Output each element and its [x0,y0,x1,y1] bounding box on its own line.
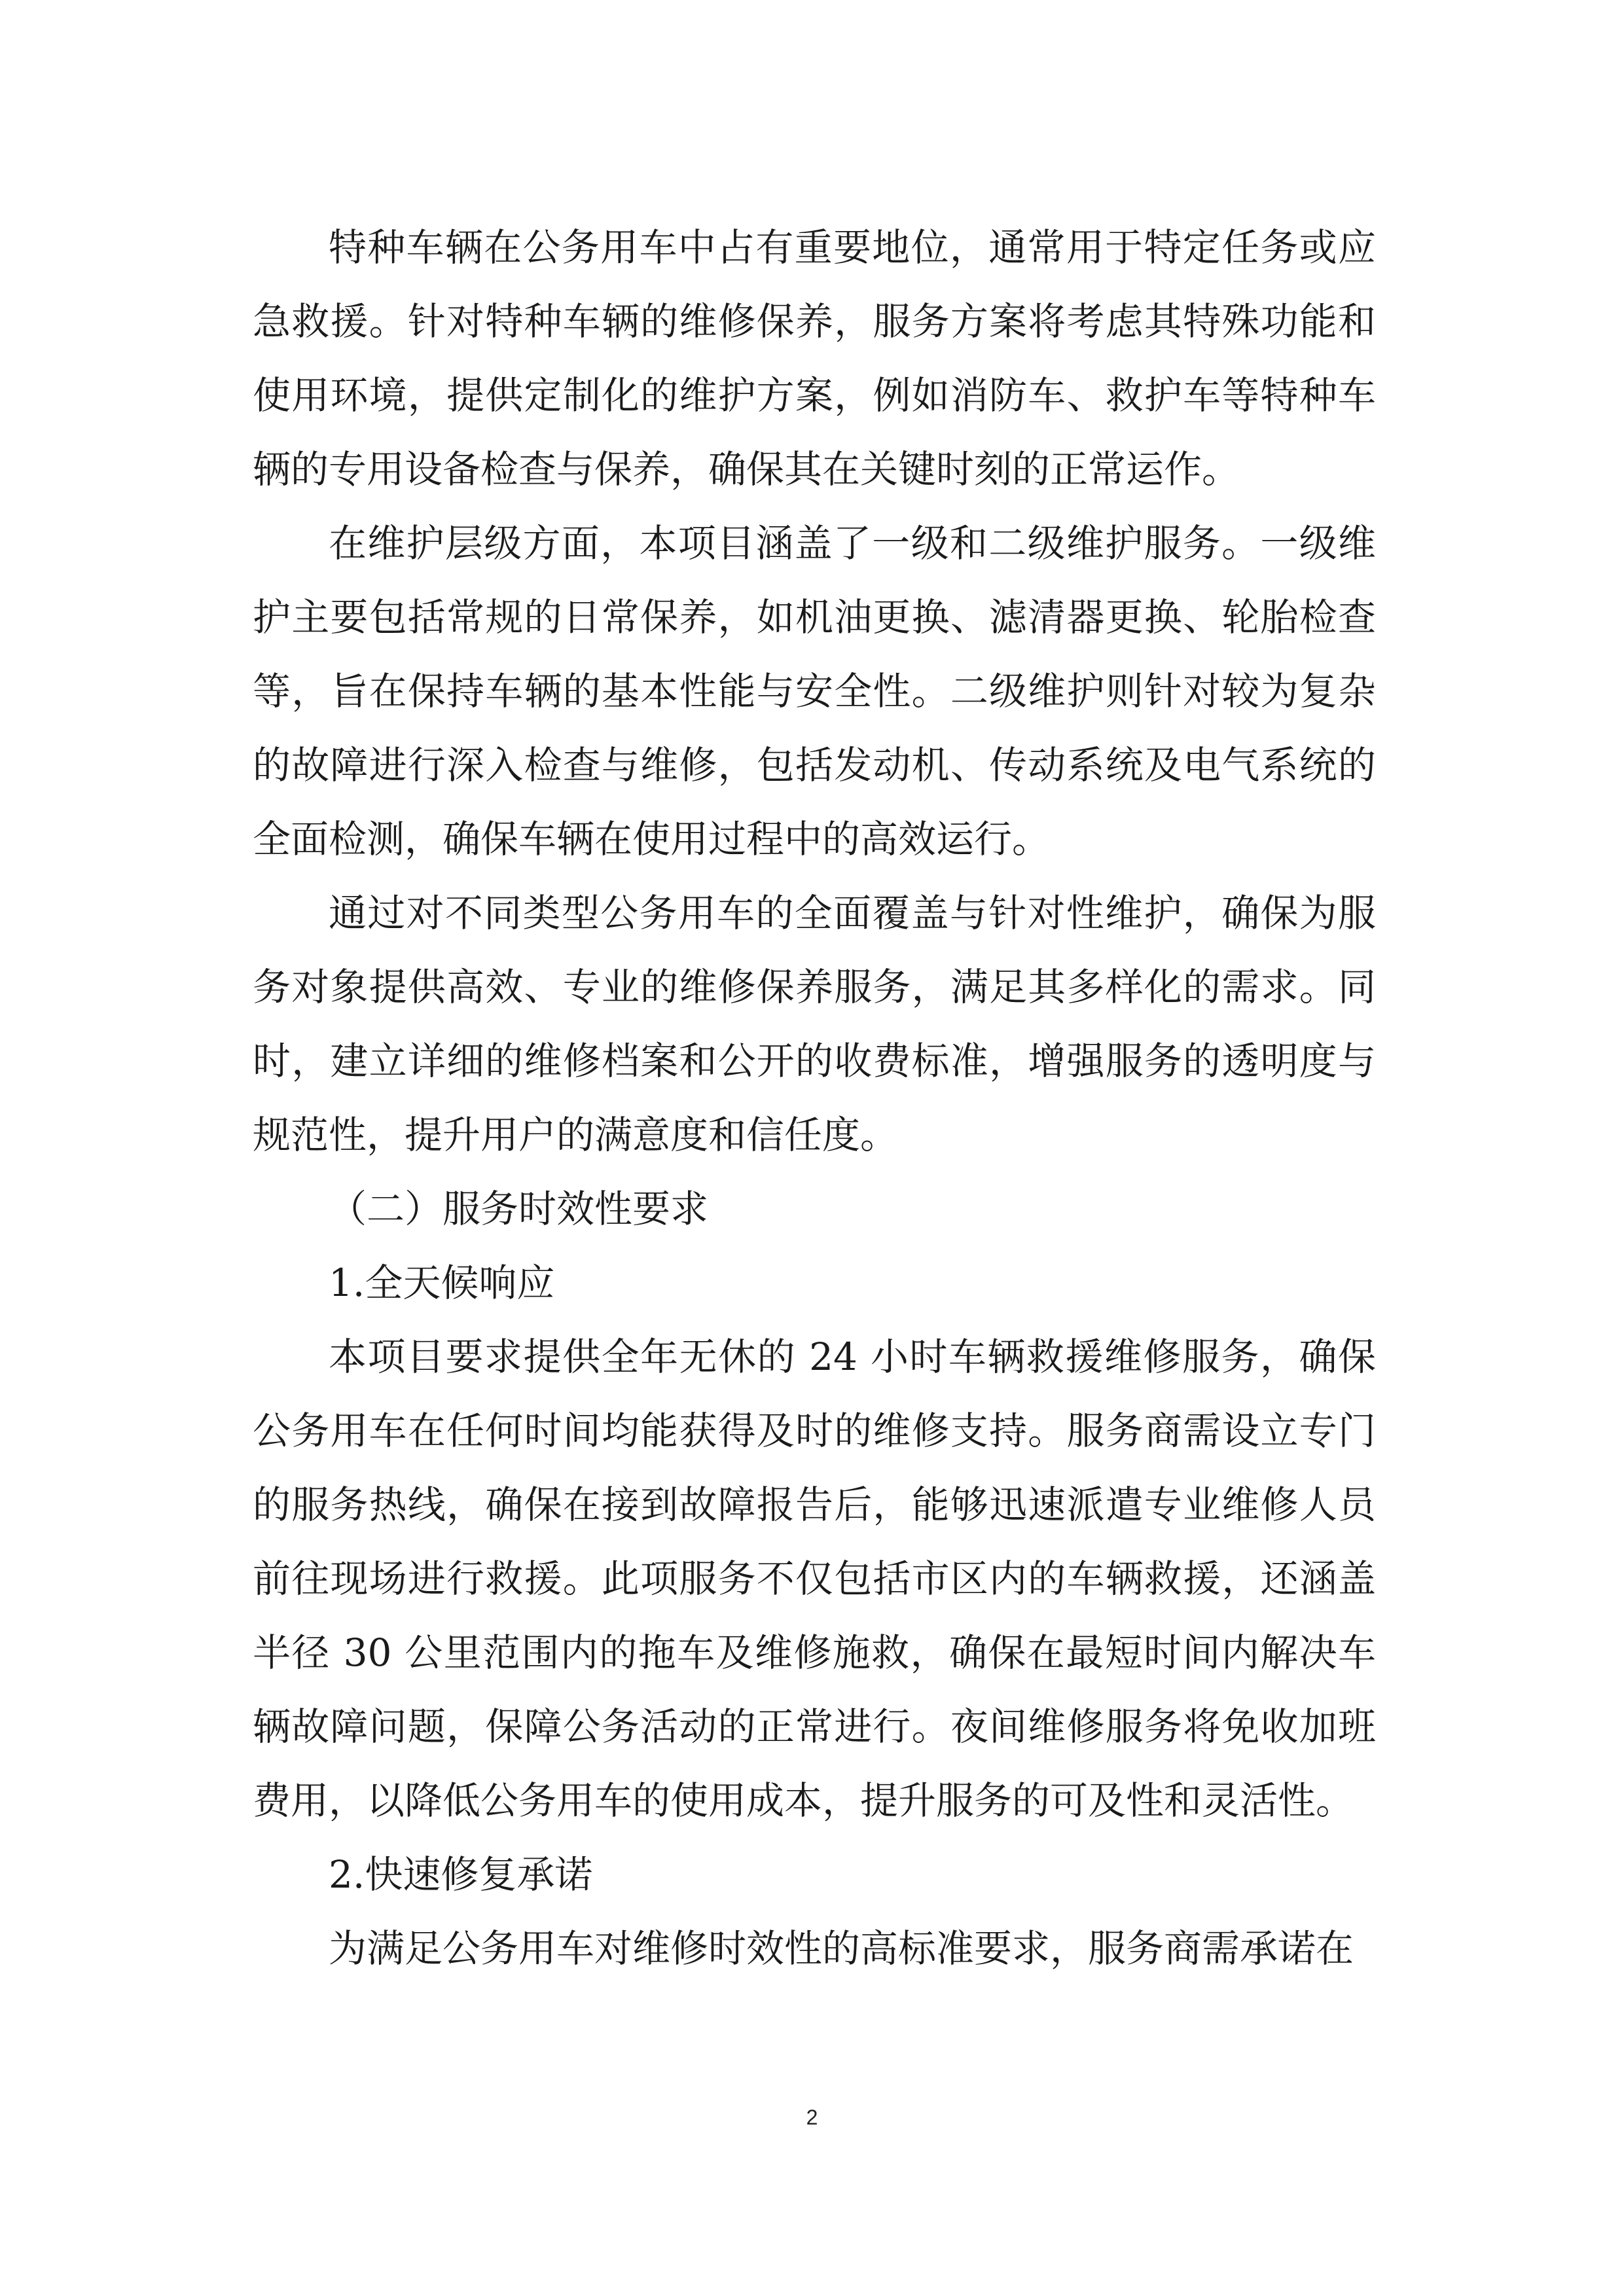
subsection-title-all-weather: 1.全天候响应 [329,1261,555,1305]
document-body [253,211,1376,1986]
paragraph-special-vehicles: 特种车辆在公务用车中占有重要地位，通常用于特定任务或应急救援。针对特种车辆的维修保养，服务方案将考虑其特殊功能和使用环境，提供定制化的维护方案，例如消防车、救护车等特种车辆的专用设备检查与保养，确保其在关键时刻的正常运作。 [253,225,1376,492]
page-number: 2 [806,2106,818,2129]
subsection-title-fast-repair: 2.快速修复承诺 [329,1852,593,1897]
paragraph-coverage-summary: 通过对不同类型公务用车的全面覆盖与针对性维护，确保为服务对象提供高效、专业的维修保养服务，满足其多样化的需求。同时，建立详细的维修档案和公开的收费标准，增强服务的透明度与规范性，提升用户的满意度和信任度。 [253,891,1376,1157]
paragraph-all-weather-response: 本项目要求提供全年无休的 24 小时车辆救援维修服务，确保公务用车在任何时间均能获得及时的维修支持。服务商需设立专门的服务热线，确保在接到故障报告后，能够迅速派遣专业维修人员前往现场进行救援。此项服务不仅包括市区内的车辆救援，还涵盖半径 30 公里范围内的拖车及维修施救，确保在最短时间内解决车辆故障问题，保障公务活动的正常进行。夜间维修服务将免收加班费用，以降低公务用车的使用成本，提升服务的可及性和灵活性。 [253,1335,1376,1823]
paragraph-maintenance-levels: 在维护层级方面，本项目涵盖了一级和二级维护服务。一级维护主要包括常规的日常保养，如机油更换、滤清器更换、轮胎检查等，旨在保持车辆的基本性能与安全性。二级维护则针对较为复杂的故障进行深入检查与维修，包括发动机、传动系统及电气系统的全面检测，确保车辆在使用过程中的高效运行。 [253,521,1376,861]
section-heading-timeliness: （二）服务时效性要求 [329,1187,709,1231]
paragraph-fast-repair: 为满足公务用车对维修时效性的高标准要求，服务商需承诺在 [329,1926,1354,1971]
